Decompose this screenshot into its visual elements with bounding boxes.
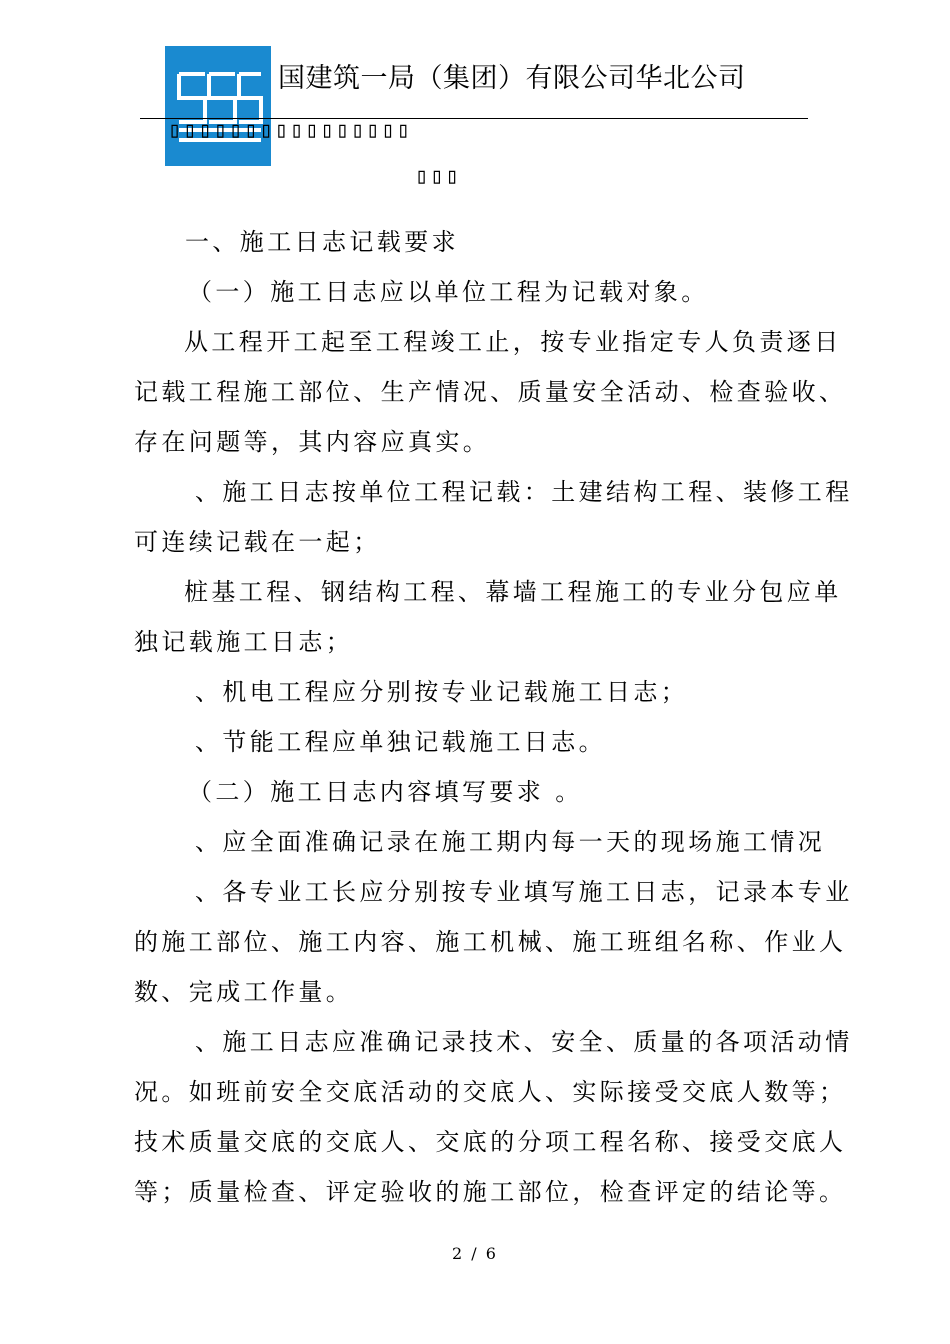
paragraph-line: 、施工日志应准确记录技术、安全、质量的各项活动情 — [195, 1028, 853, 1056]
document-title-line-2: ▯▯▯ — [415, 164, 461, 189]
paragraph-line: 桩基工程、钢结构工程、幕墙工程施工的专业分包应单 — [184, 578, 842, 606]
paragraph-line: 况。如班前安全交底活动的交底人、实际接受交底人数等； — [134, 1078, 847, 1106]
paragraph-line: 技术质量交底的交底人、交底的分项工程名称、接受交底人 — [134, 1128, 847, 1156]
paragraph-line: 从工程开工起至工程竣工止，按专业指定专人负责逐日 — [184, 328, 842, 356]
subsection-heading-2: （二）施工日志内容填写要求 。 — [188, 778, 583, 806]
company-name: 国建筑一局（集团）有限公司华北公司 — [278, 63, 746, 94]
document-title-line-1: ▯▯▯▯▯▯▯▯▯▯▯▯▯▯▯▯ — [168, 118, 412, 143]
paragraph-line: 存在问题等，其内容应真实。 — [134, 428, 491, 456]
subsection-heading-1: （一）施工日志应以单位工程为记载对象。 — [188, 278, 709, 306]
section-heading-1: 一、施工日志记载要求 — [185, 228, 459, 256]
paragraph-line: 独记载施工日志； — [134, 628, 354, 656]
page-number: 2 / 6 — [452, 1244, 498, 1263]
paragraph-line: 、施工日志按单位工程记载：土建结构工程、装修工程 — [195, 478, 853, 506]
paragraph-line: 、节能工程应单独记载施工日志。 — [195, 728, 606, 756]
paragraph-line: 可连续记载在一起； — [134, 528, 381, 556]
paragraph-line: 等；质量检查、评定验收的施工部位，检查评定的结论等。 — [134, 1178, 847, 1206]
paragraph-line: 、机电工程应分别按专业记载施工日志； — [195, 678, 689, 706]
paragraph-line: 、各专业工长应分别按专业填写施工日志，记录本专业 — [195, 878, 853, 906]
cscec-logo-icon — [165, 46, 271, 166]
paragraph-line: 的施工部位、施工内容、施工机械、施工班组名称、作业人 — [134, 928, 847, 956]
paragraph-line: 数、完成工作量。 — [134, 978, 354, 1006]
paragraph-line: 、应全面准确记录在施工期内每一天的现场施工情况 — [195, 828, 826, 856]
company-logo — [165, 46, 271, 166]
paragraph-line: 记载工程施工部位、生产情况、质量安全活动、检查验收、 — [134, 378, 847, 406]
